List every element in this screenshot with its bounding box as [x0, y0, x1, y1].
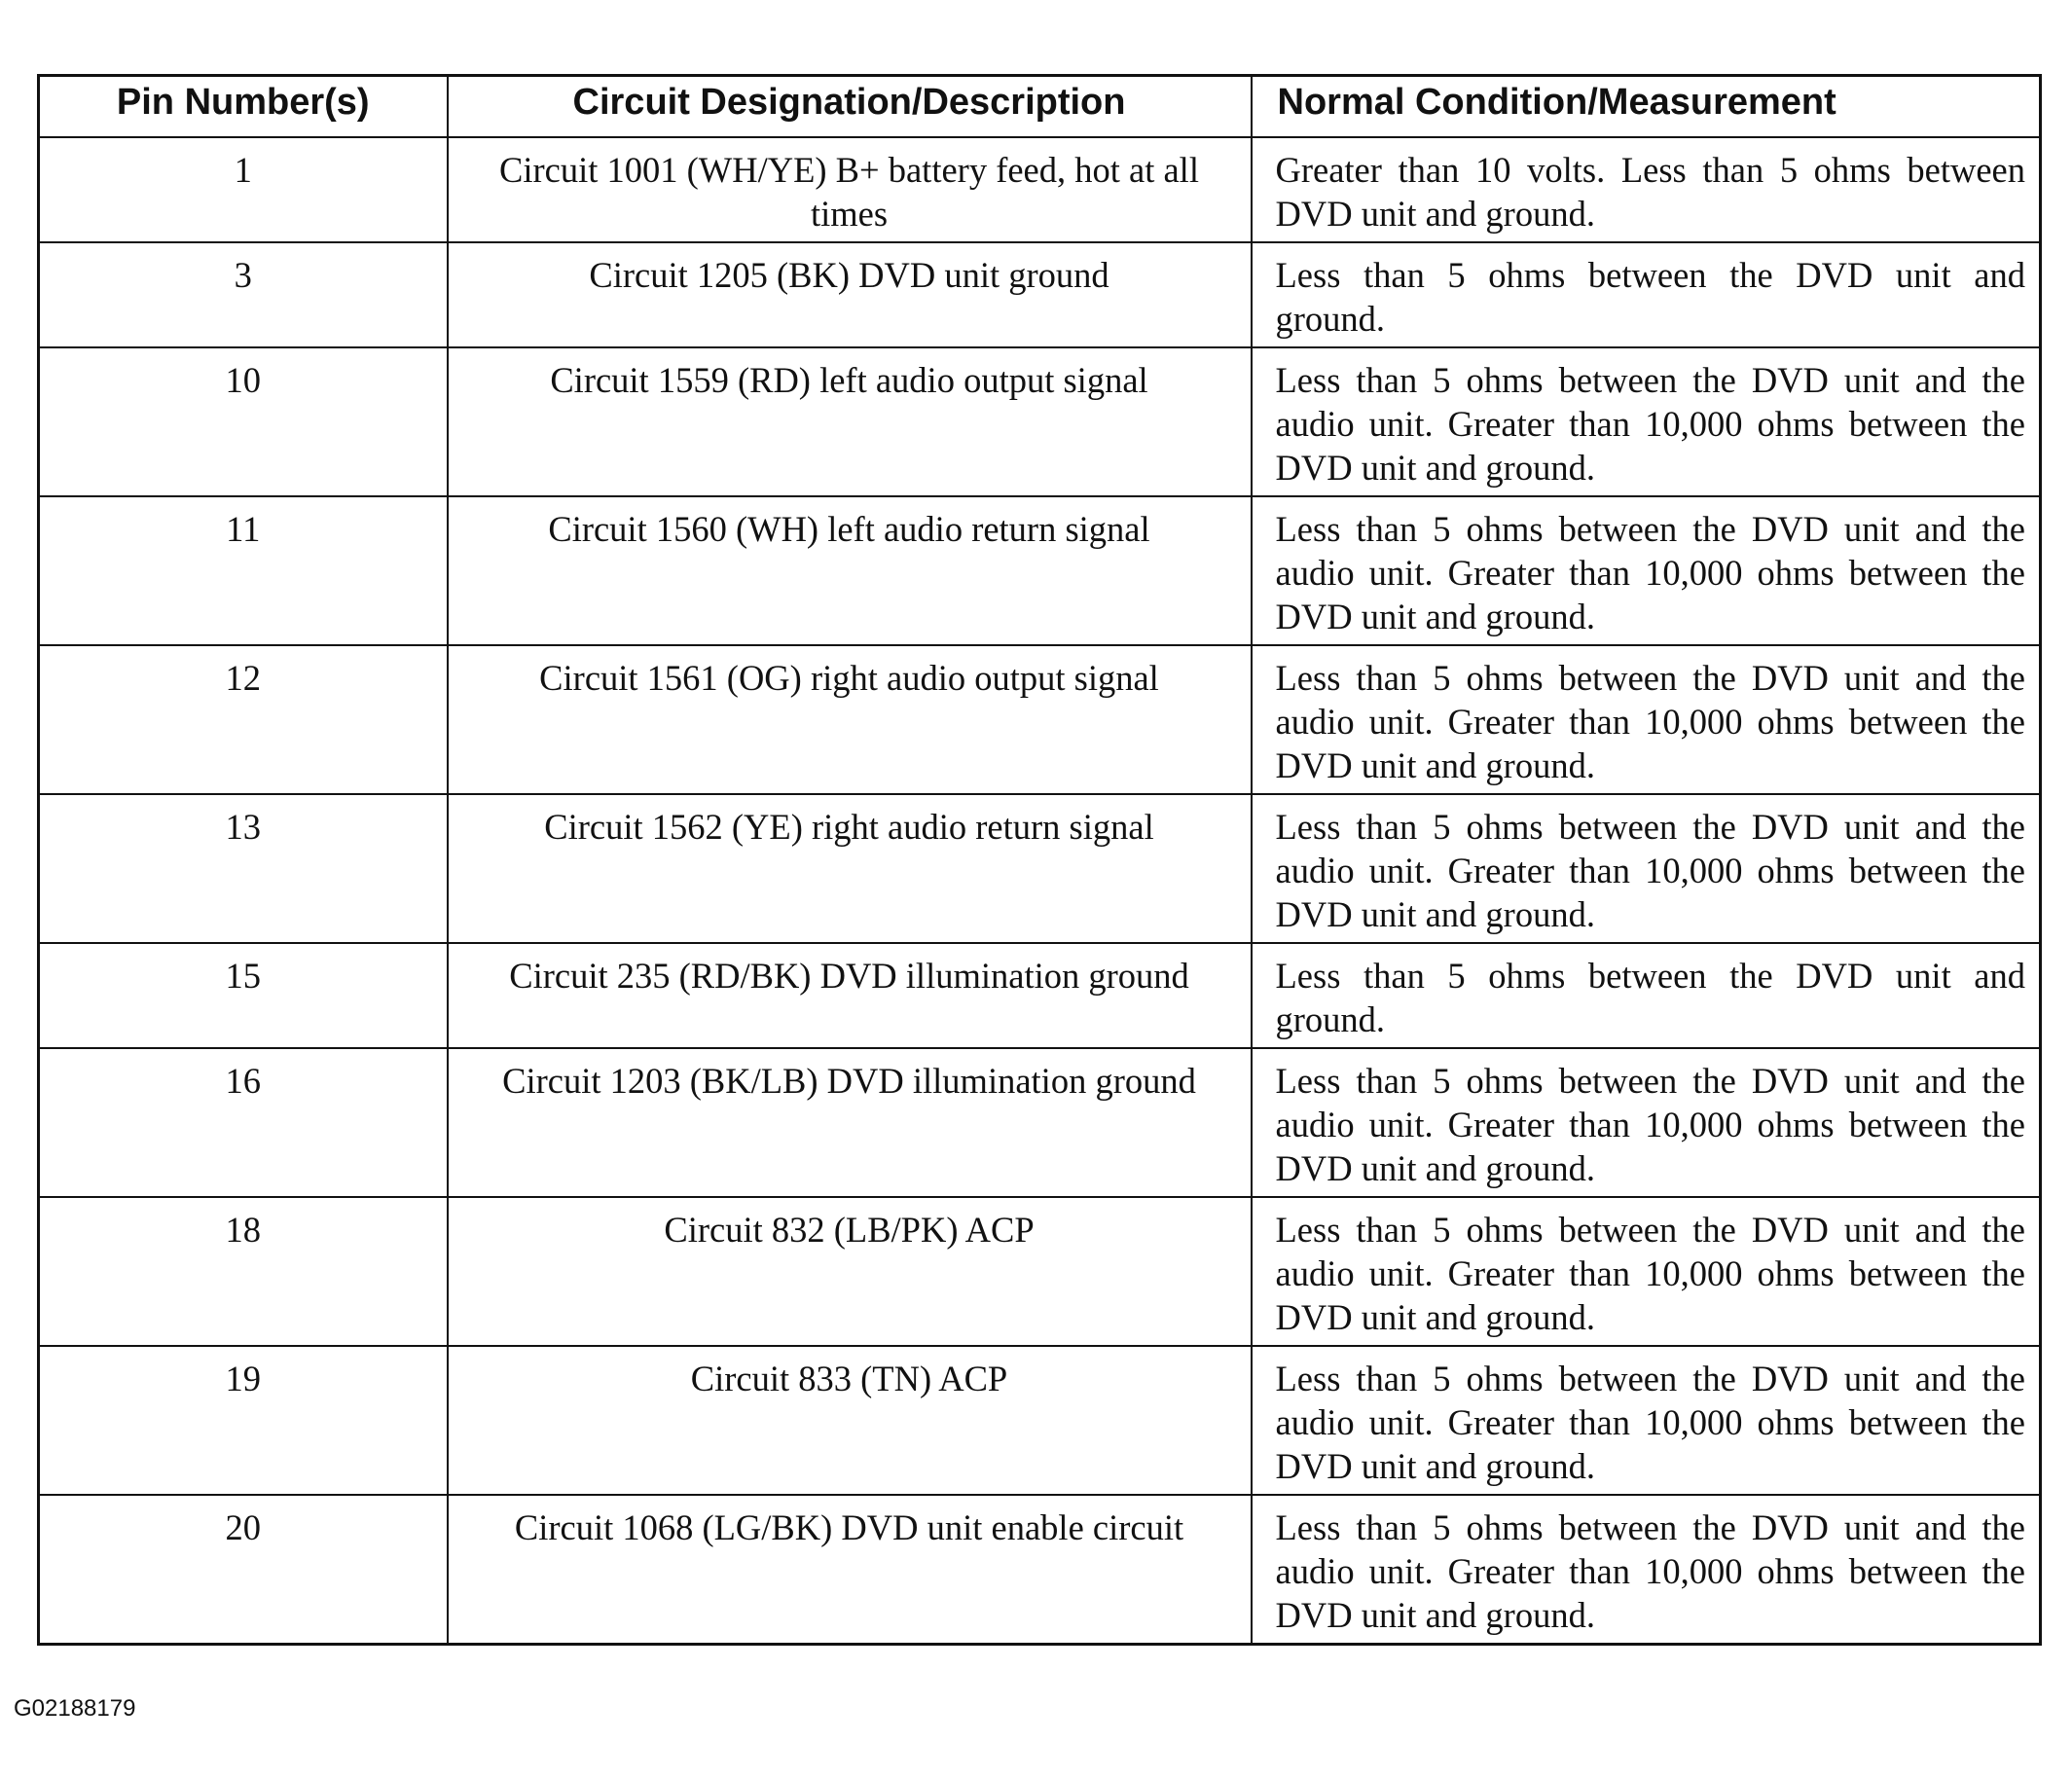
circuit-cell: Circuit 1205 (BK) DVD unit ground: [448, 242, 1252, 347]
table-row: [39, 242, 2041, 347]
pin-cell: 12: [39, 645, 448, 794]
pin-cell: 10: [39, 347, 448, 496]
circuit-cell: Circuit 832 (LB/PK) ACP: [448, 1197, 1252, 1346]
pin-cell: 15: [39, 943, 448, 1048]
measurement-cell: Less than 5 ohms between the DVD unit and ground.: [1252, 242, 2041, 347]
circuit-cell: Circuit 1561 (OG) right audio output signal: [448, 645, 1252, 794]
measurement-cell: Less than 5 ohms between the DVD unit and the audio unit. Greater than 10,000 ohms between the DVD unit and ground.: [1252, 1048, 2041, 1197]
table-row: [39, 1346, 2041, 1495]
header-circuit-designation: Circuit Designation/Description: [448, 76, 1252, 137]
table-row: [39, 645, 2041, 794]
circuit-cell: Circuit 1203 (BK/LB) DVD illumination ground: [448, 1048, 1252, 1197]
pin-cell: 11: [39, 496, 448, 645]
figure-id: G02188179: [14, 1695, 136, 1722]
pin-cell: 20: [39, 1495, 448, 1645]
table-row: [39, 943, 2041, 1048]
table-row: [39, 347, 2041, 496]
table-row: [39, 496, 2041, 645]
circuit-cell: Circuit 1562 (YE) right audio return signal: [448, 794, 1252, 943]
measurement-cell: Less than 5 ohms between the DVD unit and the audio unit. Greater than 10,000 ohms between the DVD unit and ground.: [1252, 1197, 2041, 1346]
measurement-cell: Less than 5 ohms between the DVD unit and the audio unit. Greater than 10,000 ohms between the DVD unit and ground.: [1252, 794, 2041, 943]
pin-cell: 16: [39, 1048, 448, 1197]
measurement-cell: Less than 5 ohms between the DVD unit and ground.: [1252, 943, 2041, 1048]
pin-cell: 13: [39, 794, 448, 943]
table-row: [39, 1048, 2041, 1197]
pin-table: [37, 74, 2042, 1646]
table-row: [39, 1197, 2041, 1346]
measurement-cell: Less than 5 ohms between the DVD unit and the audio unit. Greater than 10,000 ohms between the DVD unit and ground.: [1252, 645, 2041, 794]
table-row: [39, 1495, 2041, 1645]
measurement-cell: Less than 5 ohms between the DVD unit and the audio unit. Greater than 10,000 ohms between the DVD unit and ground.: [1252, 1495, 2041, 1645]
pin-cell: 1: [39, 137, 448, 242]
table-row: [39, 137, 2041, 242]
table-body: [39, 137, 2041, 1645]
pin-cell: 18: [39, 1197, 448, 1346]
circuit-cell: Circuit 1068 (LG/BK) DVD unit enable circuit: [448, 1495, 1252, 1645]
pin-cell: 3: [39, 242, 448, 347]
measurement-cell: Greater than 10 volts. Less than 5 ohms between DVD unit and ground.: [1252, 137, 2041, 242]
header-pin-number: Pin Number(s): [39, 76, 448, 137]
circuit-cell: Circuit 235 (RD/BK) DVD illumination ground: [448, 943, 1252, 1048]
measurement-cell: Less than 5 ohms between the DVD unit and the audio unit. Greater than 10,000 ohms between the DVD unit and ground.: [1252, 347, 2041, 496]
measurement-cell: Less than 5 ohms between the DVD unit and the audio unit. Greater than 10,000 ohms between the DVD unit and ground.: [1252, 1346, 2041, 1495]
circuit-cell: Circuit 833 (TN) ACP: [448, 1346, 1252, 1495]
circuit-cell: Circuit 1560 (WH) left audio return signal: [448, 496, 1252, 645]
circuit-cell: Circuit 1559 (RD) left audio output signal: [448, 347, 1252, 496]
measurement-cell: Less than 5 ohms between the DVD unit and the audio unit. Greater than 10,000 ohms between the DVD unit and ground.: [1252, 496, 2041, 645]
header-row: [39, 76, 2041, 137]
pin-cell: 19: [39, 1346, 448, 1495]
table-row: [39, 794, 2041, 943]
circuit-cell: Circuit 1001 (WH/YE) B+ battery feed, hot at all times: [448, 137, 1252, 242]
header-normal-condition: Normal Condition/Measurement: [1252, 76, 2041, 137]
